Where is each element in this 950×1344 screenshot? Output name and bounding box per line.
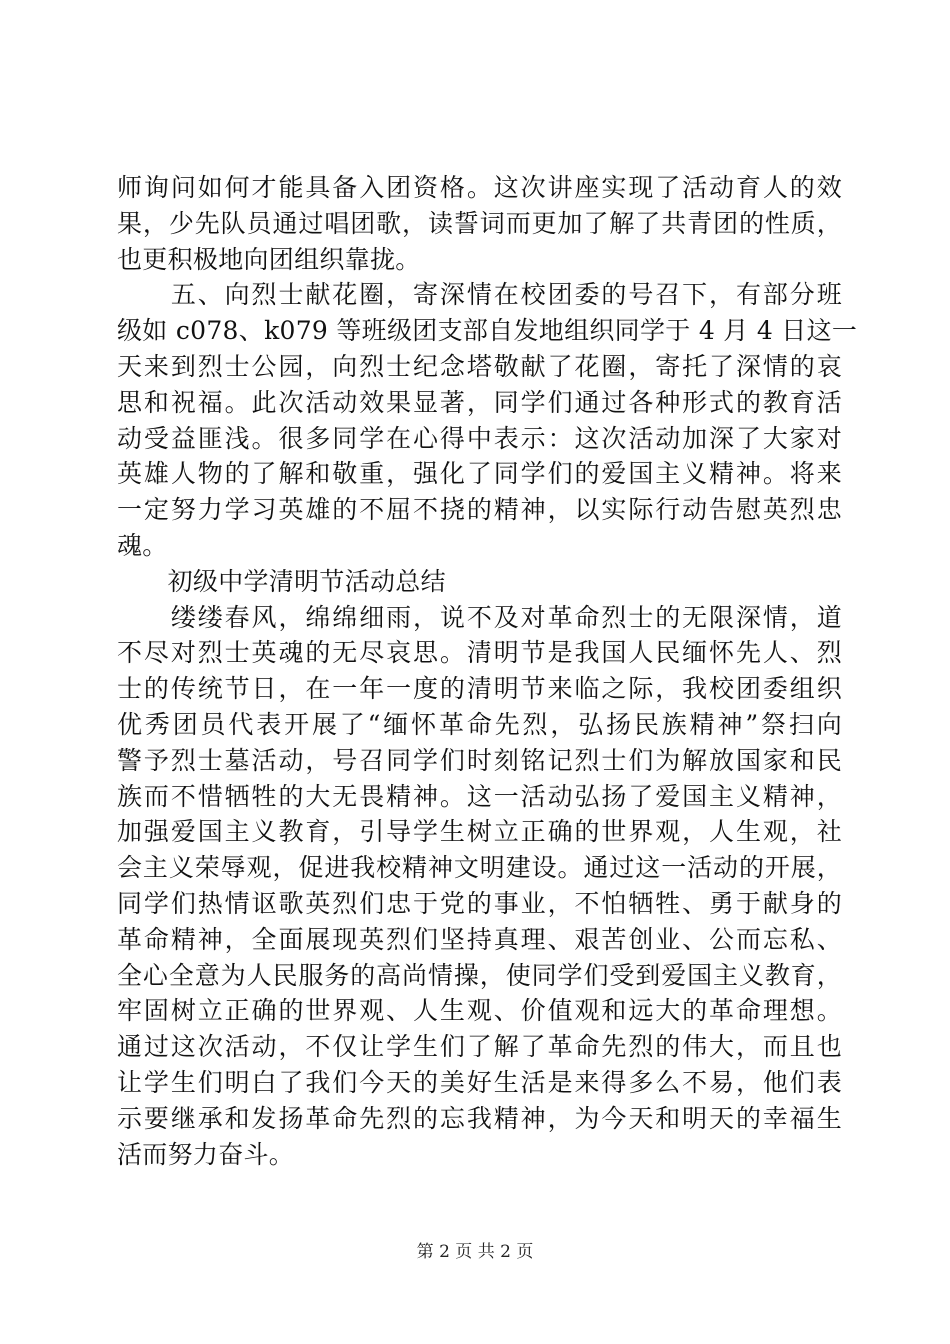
text-line: 全心全意为人民服务的高尚情操，使同学们受到爱国主义教育， bbox=[117, 960, 842, 990]
text-line: 示要继承和发扬革命先烈的忘我精神，为今天和明天的幸福生 bbox=[117, 1103, 842, 1133]
text-line: 同学们热情讴歌英烈们忠于党的事业，不怕牺牲、勇于献身的 bbox=[117, 888, 842, 918]
text-line: 师询问如何才能具备入团资格。这次讲座实现了活动育人的效 bbox=[117, 173, 842, 202]
text-line: 也更积极地向团组织靠拢。 bbox=[117, 244, 421, 274]
text-line: 牢固树立正确的世界观、人生观、价值观和远大的革命理想。 bbox=[117, 996, 842, 1026]
text-line: 让学生们明白了我们今天的美好生活是来得多么不易，他们表 bbox=[117, 1067, 842, 1097]
text-line: 族而不惜牺牲的大无畏精神。这一活动弘扬了爱国主义精神， bbox=[117, 781, 842, 811]
text-line: 天来到烈士公园，向烈士纪念塔敬献了花圈，寄托了深情的哀 bbox=[117, 351, 842, 381]
text-line: 优秀团员代表开展了“缅怀革命先烈，弘扬民族精神”祭扫向 bbox=[117, 709, 842, 739]
text-line: 士的传统节日，在一年一度的清明节来临之际，我校团委组织 bbox=[117, 674, 842, 704]
text-line: 一定努力学习英雄的不屈不挠的精神，以实际行动告慰英烈忠 bbox=[117, 495, 842, 525]
section-heading: 初级中学清明节活动总结 bbox=[117, 566, 446, 596]
text-line: 级如 c078、k079 等班级团支部自发地组织同学于 4 月 4 日这一 bbox=[117, 316, 858, 346]
text-line: 五、向烈士献花圈，寄深情在校团委的号召下，有部分班 bbox=[117, 280, 842, 310]
text-line: 革命精神，全面展现英烈们坚持真理、艰苦创业、公而忘私、 bbox=[117, 924, 842, 954]
text-line: 通过这次活动，不仅让学生们了解了革命先烈的伟大，而且也 bbox=[117, 1032, 842, 1062]
page-footer bbox=[0, 1240, 950, 1264]
page-number-label: 第 2 页 共 2 页 bbox=[416, 1242, 534, 1262]
document-body bbox=[117, 170, 858, 1172]
text-line: 不尽对烈士英魂的无尽哀思。清明节是我国人民缅怀先人、烈 bbox=[117, 638, 842, 668]
text-line: 加强爱国主义教育，引导学生树立正确的世界观，人生观，社 bbox=[117, 817, 842, 847]
text-line: 英雄人物的了解和敬重，强化了同学们的爱国主义精神。将来 bbox=[117, 459, 842, 489]
text-line: 活而努力奋斗。 bbox=[117, 1139, 295, 1169]
text-line: 魂。 bbox=[117, 530, 168, 560]
text-line: 缕缕春风，绵绵细雨，说不及对革命烈士的无限深情，道 bbox=[117, 602, 842, 632]
text-line: 果，少先队员通过唱团歌，读誓词而更加了解了共青团的性质， bbox=[117, 208, 842, 238]
text-line: 警予烈士墓活动，号召同学们时刻铭记烈士们为解放国家和民 bbox=[117, 745, 842, 775]
text-line: 动受益匪浅。很多同学在心得中表示：这次活动加深了大家对 bbox=[117, 423, 842, 453]
text-line: 思和祝福。此次活动效果显著，同学们通过各种形式的教育活 bbox=[117, 387, 842, 417]
text-line: 会主义荣辱观，促进我校精神文明建设。通过这一活动的开展， bbox=[117, 853, 842, 883]
